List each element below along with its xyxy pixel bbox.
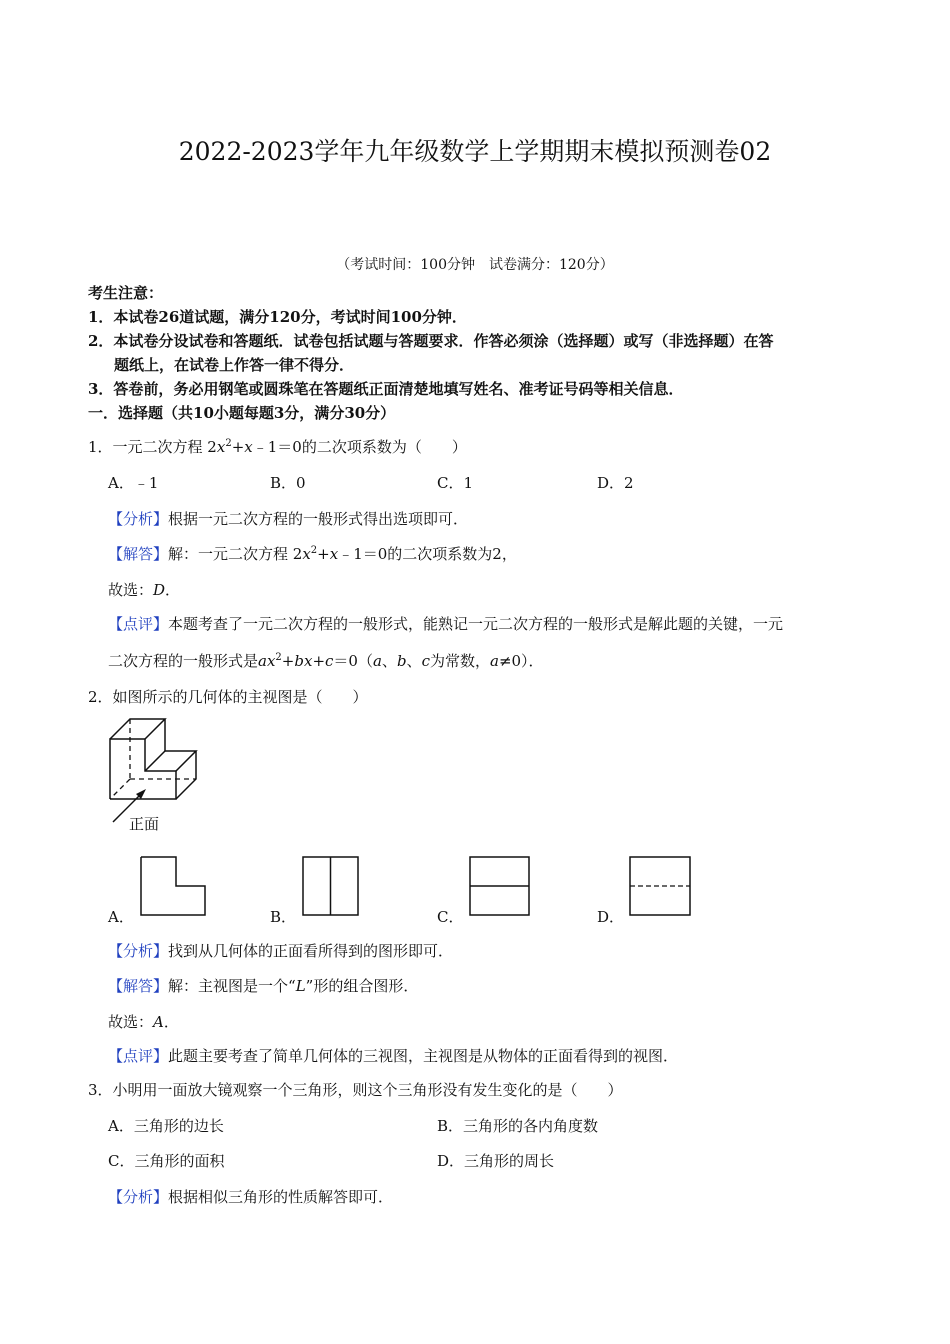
q3-option-d: D．三角形的周长	[437, 1152, 555, 1170]
q2-option-a-figure	[140, 856, 208, 918]
q3-option-b: B．三角形的各内角度数	[437, 1117, 599, 1135]
q1-answer: 【解答】解：一元二次方程 $2x^2+x﹣1=0$的二次项系数为2，	[108, 545, 517, 563]
q3-option-c: C．三角形的面积	[108, 1152, 225, 1170]
q3-option-a: A．三角形的边长	[108, 1117, 224, 1135]
q2-option-c-label: C．	[437, 908, 464, 926]
q1-option-c: C．1	[437, 474, 474, 492]
notice-heading: 考生注意：	[88, 284, 164, 302]
notice-item-2-cont: 题纸上，在试卷上作答一律不得分．	[114, 356, 355, 374]
q3-stem: 3．小明用一面放大镜观察一个三角形，则这个三角形没有发生变化的是（ ）	[88, 1081, 623, 1099]
q2-option-d-label: D．	[597, 908, 625, 926]
q3-analysis: 【分析】根据相似三角形的性质解答即可．	[108, 1188, 394, 1206]
q2-option-a-label: A．	[108, 908, 134, 926]
q1-option-d: D．2	[597, 474, 634, 492]
q2-solid-figure	[105, 714, 235, 839]
q2-option-d-figure	[629, 856, 693, 918]
q2-choice: 故选：A．	[108, 1013, 179, 1031]
q2-option-b-figure	[302, 856, 360, 918]
q1-comment: 【点评】本题考查了一元二次方程的一般形式，能熟记一元二次方程的一般形式是解此题的关键，一元	[108, 615, 784, 633]
q1-stem: 1．一元二次方程 $2x^2+x﹣1=0$的二次项系数为（ ）	[88, 438, 467, 456]
page-title: 2022-2023学年九年级数学上学期期末模拟预测卷02	[178, 137, 772, 166]
q2-figure-label: 正面	[129, 815, 160, 833]
q2-answer: 【解答】解：主视图是一个“L”形的组合图形．	[108, 977, 419, 995]
q2-stem: 2．如图所示的几何体的主视图是（ ）	[88, 688, 368, 706]
q1-option-a: A．﹣1	[108, 474, 159, 492]
section-heading: 一．选择题（共10小题每题3分，满分30分）	[88, 404, 396, 422]
q2-comment: 【点评】此题主要考查了简单几何体的三视图，主视图是从物体的正面看得到的视图．	[108, 1047, 679, 1065]
q1-comment-cont: 二次方程的一般形式是$ax^2+bx+c=0(a$、b、c为常数，a≠0）．	[108, 652, 544, 670]
q2-analysis: 【分析】找到从几何体的正面看所得到的图形即可．	[108, 942, 454, 960]
exam-info: （考试时间：100分钟 试卷满分：120分）	[336, 257, 614, 273]
q1-choice: 故选：D．	[108, 581, 181, 599]
notice-item-1: 1．本试卷26道试题，满分120分，考试时间100分钟．	[88, 308, 467, 326]
q2-option-c-figure	[469, 856, 531, 918]
notice-item-3: 3．答卷前，务必用钢笔或圆珠笔在答题纸正面清楚地填写姓名、准考证号码等相关信息．	[88, 380, 684, 398]
q2-option-b-label: B．	[270, 908, 297, 926]
notice-item-2: 2．本试卷分设试卷和答题纸．试卷包括试题与答题要求．作答必须涂（选择题）或写（非选择题）在答	[88, 332, 774, 350]
q1-option-b: B．0	[270, 474, 306, 492]
q1-analysis: 【分析】根据一元二次方程的一般形式得出选项即可．	[108, 510, 469, 528]
